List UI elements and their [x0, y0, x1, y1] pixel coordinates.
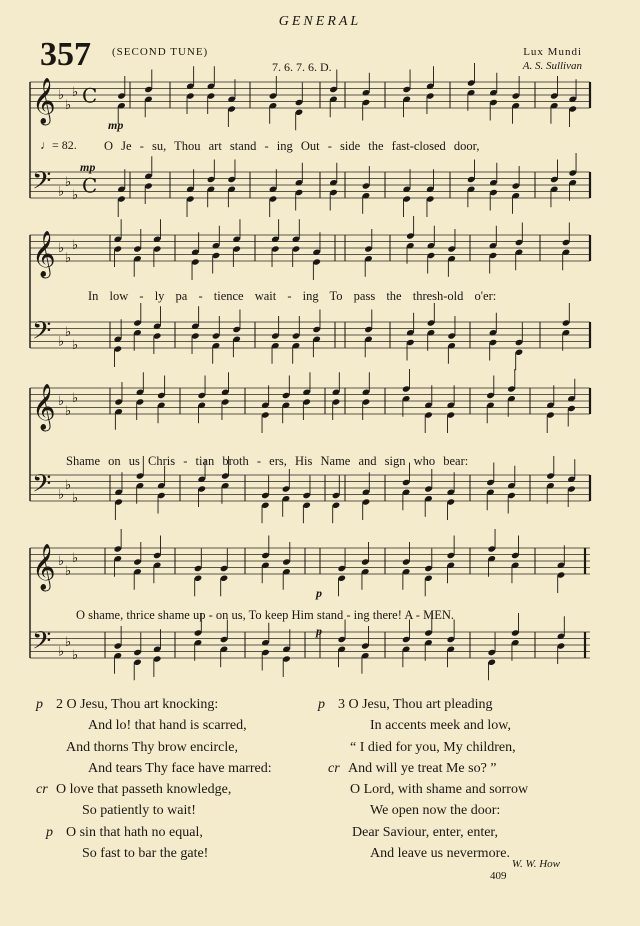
- verse-mark: cr: [328, 760, 340, 776]
- flat-sign: ♭: [65, 174, 72, 190]
- verse-line: And lo! that hand is scarred,: [88, 718, 247, 734]
- dynamic-p-bass: p: [316, 624, 322, 638]
- flat-sign: ♭: [65, 324, 72, 340]
- lyric-line-2: In low - ly pa - tience wait - ing To pass the thresh-old o'er:: [88, 289, 497, 303]
- verse-line: And thorns Thy brow encircle,: [66, 739, 238, 755]
- flat-sign: ♭: [65, 477, 72, 493]
- flat-sign: ♭: [58, 554, 65, 569]
- text-author: W. W. How: [511, 858, 560, 870]
- verse-line: p 3 O Jesu, Thou art pleading: [318, 694, 528, 715]
- treble-clef: 𝄞: [32, 544, 56, 590]
- verse-line: So fast to bar the gate!: [82, 846, 209, 862]
- lyric-line-3: Shame on us Chris - tian broth - ers, His Name and sign who bear:: [66, 454, 469, 468]
- flat-sign: ♭: [65, 563, 72, 579]
- verse-line: p O sin that hath no equal,: [36, 822, 272, 843]
- bass-clef: 𝄢: [32, 469, 52, 505]
- verse-line: And tears Thy face have marred:: [88, 760, 272, 776]
- dynamic-p-treble: p: [316, 586, 322, 600]
- verse-3: [318, 694, 528, 864]
- flat-sign: ♭: [72, 237, 79, 253]
- verse-line: We open now the door:: [370, 803, 501, 819]
- flat-sign: ♭: [65, 403, 72, 419]
- flat-sign: ♭: [58, 644, 65, 660]
- lyric-line-1: O Je - su, Thou art stand - ing Out - side the fast-closed door,: [104, 139, 480, 153]
- verse-line: “ I died for you, My children,: [350, 739, 516, 755]
- verse-line: cr O love that passeth knowledge,: [36, 779, 272, 800]
- hymn-number: 357: [40, 36, 91, 73]
- flat-sign: ♭: [65, 97, 72, 113]
- dynamic-mp-bass: mp: [80, 160, 96, 174]
- meter: 7. 6. 7. 6. D.: [272, 60, 332, 74]
- time-signature: C: [82, 173, 98, 198]
- time-signature: C: [82, 83, 98, 108]
- section-header: GENERAL: [278, 14, 362, 29]
- verse-line: So patiently to wait!: [82, 803, 196, 819]
- verse-line: Dear Saviour, enter, enter,: [352, 824, 499, 840]
- treble-clef: 𝄞: [32, 78, 56, 124]
- verse-mark: cr: [36, 782, 48, 798]
- tune-note: (SECOND TUNE): [112, 46, 209, 58]
- bass-clef: 𝄢: [32, 316, 52, 352]
- flat-sign: ♭: [72, 337, 79, 353]
- flat-sign: ♭: [72, 84, 79, 100]
- flat-sign: ♭: [58, 334, 65, 350]
- verse-2: [36, 694, 272, 864]
- verse-line: And leave us nevermore.: [370, 846, 510, 862]
- bass-clef: 𝄢: [32, 626, 52, 662]
- verse-mark: p: [36, 697, 43, 712]
- treble-clef: 𝄞: [32, 231, 56, 277]
- tune-name: Lux Mundi: [523, 46, 582, 58]
- tempo-marking: ♩= 82.: [40, 138, 77, 152]
- treble-clef: 𝄞: [32, 384, 56, 430]
- lyric-line-4: O shame, thrice shame up - on us, To keep Him stand - ing there! A - MEN.: [76, 608, 454, 622]
- verse-line: p 2 O Jesu, Thou art knocking:: [36, 694, 272, 715]
- verse-line: O Lord, with shame and sorrow: [350, 782, 529, 798]
- bass-clef: 𝄢: [32, 166, 52, 202]
- flat-sign: ♭: [58, 394, 65, 409]
- flat-sign: ♭: [58, 88, 65, 103]
- verse-mark: p: [318, 697, 325, 712]
- flat-sign: ♭: [65, 634, 72, 650]
- verse-line: In accents meek and low,: [370, 718, 511, 734]
- flat-sign: ♭: [72, 390, 79, 406]
- flat-sign: ♭: [58, 487, 65, 503]
- flat-sign: ♭: [72, 550, 79, 566]
- flat-sign: ♭: [72, 187, 79, 203]
- flat-sign: ♭: [58, 241, 65, 256]
- composer: A. S. Sullivan: [522, 60, 582, 72]
- page-number: 409: [490, 870, 507, 882]
- flat-sign: ♭: [65, 250, 72, 266]
- dynamic-mp-treble: mp: [108, 118, 124, 132]
- flat-sign: ♭: [72, 490, 79, 506]
- verse-mark: p: [46, 824, 53, 840]
- verse-line: cr And will ye treat Me so? ”: [318, 758, 528, 779]
- flat-sign: ♭: [58, 184, 65, 200]
- flat-sign: ♭: [72, 647, 79, 663]
